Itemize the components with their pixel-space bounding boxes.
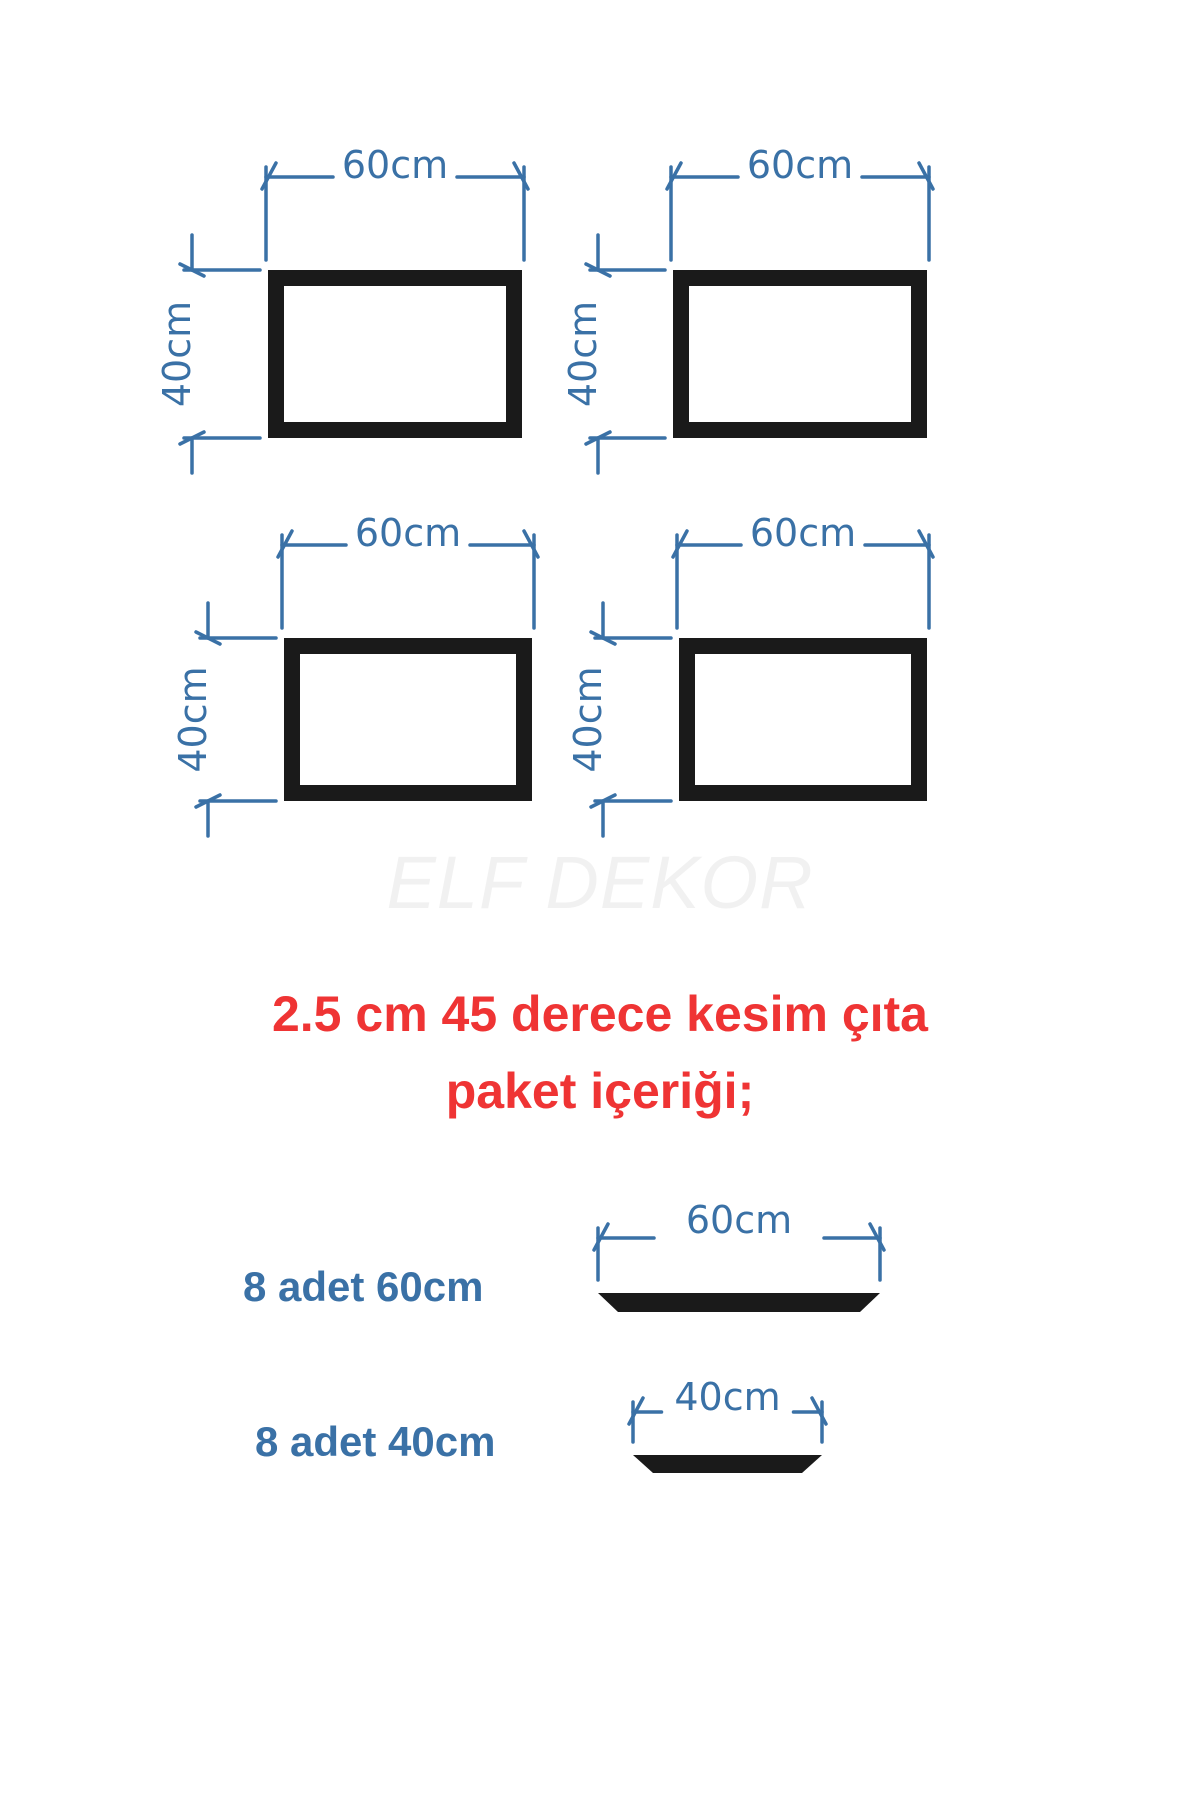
width-label: 60cm <box>341 143 449 187</box>
strip-length-label: 40cm <box>674 1375 781 1419</box>
width-label: 60cm <box>354 511 462 555</box>
height-label: 40cm <box>561 300 605 408</box>
frame-rectangle <box>276 278 514 430</box>
frame-group-2 <box>561 143 933 473</box>
height-dimension <box>561 235 665 473</box>
beveled-strip <box>633 1455 822 1473</box>
height-label: 40cm <box>171 666 215 773</box>
package-quantity-60: 8 adet 60cm <box>243 1263 484 1310</box>
width-label: 60cm <box>749 511 857 555</box>
height-dimension <box>155 235 260 473</box>
headline-line-1: 2.5 cm 45 derece kesim çıta <box>271 986 928 1042</box>
height-label: 40cm <box>155 300 199 408</box>
headline-line-2: paket içeriği; <box>445 1063 755 1119</box>
frame-rectangle <box>687 646 919 793</box>
height-dimension <box>171 603 276 836</box>
package-strip-2 <box>629 1375 826 1473</box>
frame-group-4 <box>566 511 933 836</box>
strip-length-label: 60cm <box>685 1198 793 1242</box>
height-label: 40cm <box>566 666 610 773</box>
height-dimension <box>566 603 671 836</box>
frame-rectangle <box>681 278 919 430</box>
width-label: 60cm <box>746 143 854 187</box>
frame-group-3 <box>171 511 538 836</box>
frame-group-1 <box>155 143 528 473</box>
beveled-strip <box>598 1293 880 1312</box>
package-strip-1 <box>594 1198 884 1312</box>
frame-rectangle <box>292 646 524 793</box>
package-quantity-40: 8 adet 40cm <box>255 1418 496 1465</box>
watermark: ELF DEKOR <box>386 841 814 924</box>
